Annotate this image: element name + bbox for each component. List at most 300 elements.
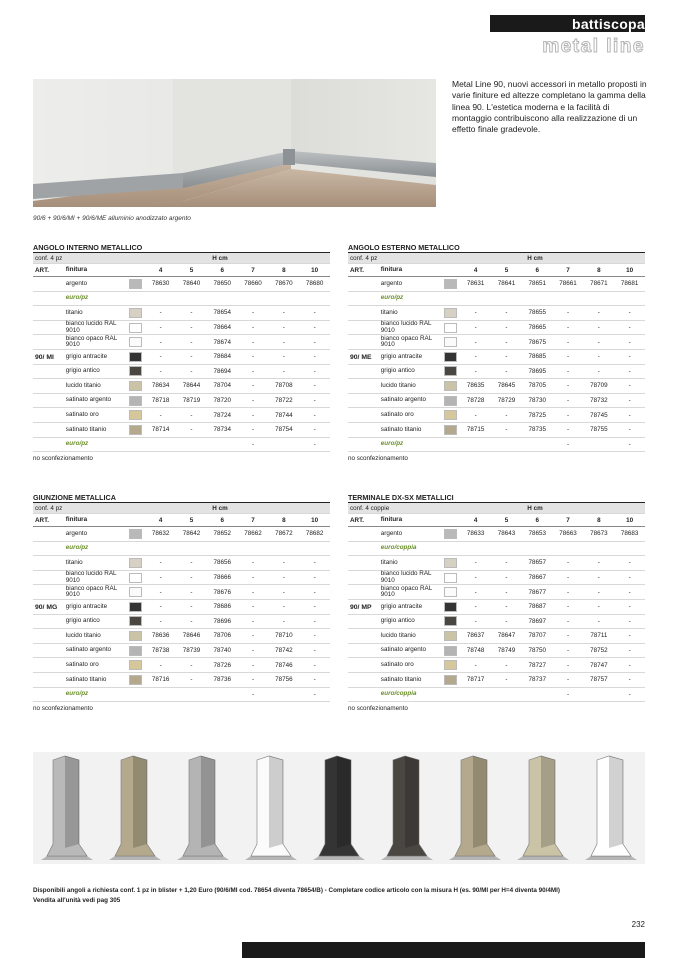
finish-label: bianco lucido RAL 9010 (65, 570, 117, 584)
code-cell: 78737 (528, 676, 546, 684)
col-height: 4 (158, 516, 163, 524)
code-cell: - (251, 367, 255, 375)
table-row (33, 277, 330, 292)
finish-label: argento (380, 279, 403, 287)
finish-label: grigio antracite (65, 602, 108, 610)
code-cell: 78674 (213, 338, 231, 346)
code-cell: 78727 (528, 661, 546, 669)
code-cell: 78750 (528, 647, 546, 655)
code-cell: 78749 (497, 647, 516, 655)
finish-label: satinato argento (380, 396, 426, 404)
code-cell: - (282, 559, 285, 567)
color-swatch (444, 631, 457, 641)
table-row (348, 600, 645, 615)
code-cell: - (190, 603, 193, 611)
code-cell: 78729 (497, 397, 516, 405)
table-title: TERMINALE DX-SX METALLICI (348, 492, 645, 503)
code-cell: - (190, 426, 193, 434)
finish-label: lucido titanio (380, 381, 416, 389)
code-cell: 78710 (275, 632, 293, 640)
color-swatch (129, 308, 142, 318)
col-art: ART. (35, 516, 49, 524)
code-cell: 78755 (590, 426, 608, 434)
code-cell: - (190, 617, 193, 625)
code-cell: 78654 (213, 309, 231, 317)
finish-label: satinato argento (380, 646, 426, 654)
code-cell: - (313, 647, 316, 655)
code-cell: - (313, 574, 316, 582)
code-cell: 78715 (466, 426, 485, 434)
code-cell: - (505, 426, 508, 434)
table-row (33, 644, 330, 659)
color-swatch (129, 675, 142, 685)
code-cell: - (628, 440, 631, 448)
code-cell: - (313, 676, 316, 684)
table-row (33, 629, 330, 644)
color-swatch (444, 337, 457, 347)
col-height: 6 (535, 266, 539, 274)
finish-label: euro/pz (65, 544, 89, 552)
table-row (33, 658, 330, 673)
color-swatch (444, 381, 457, 391)
table-row (348, 379, 645, 394)
code-cell: 78664 (213, 324, 231, 332)
code-cell: 78683 (620, 530, 639, 538)
table-row (33, 673, 330, 688)
code-cell: - (159, 588, 162, 596)
height-header: H cm (212, 504, 228, 512)
code-cell: - (474, 617, 477, 625)
code-cell: 78655 (528, 309, 546, 317)
code-cell: - (251, 324, 255, 332)
table-row (33, 527, 330, 542)
code-cell: - (159, 603, 162, 611)
finish-label: grigio antico (65, 367, 100, 375)
finish-label: satinato oro (380, 661, 414, 669)
color-swatch (444, 410, 457, 420)
code-cell: - (313, 426, 316, 434)
code-cell: - (251, 397, 255, 405)
code-cell: - (566, 324, 570, 332)
product-corner-piece (33, 752, 101, 864)
code-cell: - (597, 588, 600, 596)
finish-label: lucido titanio (380, 631, 416, 639)
code-cell: 78636 (151, 632, 170, 640)
code-cell: - (505, 353, 508, 361)
color-swatch (444, 308, 457, 318)
code-cell: 78651 (528, 280, 546, 288)
table-row (33, 542, 330, 557)
table-note: no sconfezionamento (348, 455, 408, 463)
code-cell: - (159, 309, 162, 317)
code-cell: 78697 (528, 617, 546, 625)
code-cell: 78633 (466, 530, 485, 538)
code-cell: 78672 (275, 530, 293, 538)
code-cell: - (628, 588, 631, 596)
code-cell: - (566, 382, 570, 390)
table-row (348, 350, 645, 365)
code-cell: 78646 (182, 632, 201, 640)
code-cell: 78630 (151, 280, 170, 288)
table-row (348, 277, 645, 292)
code-cell: 78754 (275, 426, 293, 434)
code-cell: - (474, 324, 477, 332)
col-art: ART. (350, 516, 364, 524)
code-cell: 78671 (590, 280, 608, 288)
finish-label: satinato oro (65, 661, 99, 669)
page-subtitle: metal line (542, 36, 645, 57)
code-cell: 78684 (213, 353, 231, 361)
table-row (33, 585, 330, 600)
code-cell: - (566, 440, 570, 448)
product-table (348, 242, 645, 464)
col-height: 7 (566, 516, 570, 524)
code-cell: - (313, 661, 316, 669)
code-cell: - (251, 690, 255, 698)
code-cell: - (628, 367, 631, 375)
footer-line-2: Vendita all'unità vedi pag 305 (33, 896, 121, 904)
code-cell: 78695 (528, 367, 546, 375)
code-cell: 78752 (590, 647, 608, 655)
code-cell: - (313, 632, 316, 640)
code-cell: 78643 (497, 530, 516, 538)
height-header: H cm (527, 504, 543, 512)
code-cell: 78728 (466, 397, 485, 405)
color-swatch (444, 323, 457, 333)
code-cell: - (597, 603, 600, 611)
finish-label: satinato titanio (65, 675, 107, 683)
color-swatch (444, 573, 457, 583)
table-row (348, 292, 645, 307)
code-cell: - (282, 588, 285, 596)
col-height: 8 (282, 266, 286, 274)
code-cell: 78736 (213, 676, 231, 684)
finish-label: titanio (65, 558, 83, 566)
col-height: 8 (597, 516, 601, 524)
color-swatch (129, 587, 142, 597)
code-cell: - (251, 647, 255, 655)
code-cell: 78631 (466, 280, 485, 288)
color-swatch (129, 646, 142, 656)
code-cell: - (474, 588, 477, 596)
footer-note (33, 886, 560, 905)
code-cell: - (159, 559, 162, 567)
code-cell: - (628, 309, 631, 317)
code-cell: - (566, 426, 570, 434)
code-cell: - (628, 647, 631, 655)
code-cell: - (474, 574, 477, 582)
photo-caption: 90/6 + 90/6/MI + 90/6/ME alluminio anodizzato argento (33, 215, 191, 222)
code-cell: - (251, 617, 255, 625)
finish-label: satinato titanio (65, 425, 107, 433)
code-cell: - (190, 661, 193, 669)
code-cell: - (566, 338, 570, 346)
code-cell: - (628, 661, 631, 669)
color-swatch (444, 425, 457, 435)
code-cell: - (474, 411, 477, 419)
finish-label: titanio (380, 558, 398, 566)
code-cell: 78635 (466, 382, 485, 390)
code-cell: 78642 (182, 530, 201, 538)
conf-label: conf. 4 pz (35, 504, 63, 512)
table-row (33, 556, 330, 571)
code-cell: 78757 (590, 676, 608, 684)
code-cell: 78719 (182, 397, 201, 405)
code-cell: - (628, 574, 631, 582)
color-swatch (129, 558, 142, 568)
code-cell: - (251, 426, 255, 434)
code-cell: - (251, 309, 255, 317)
code-cell: - (313, 353, 316, 361)
code-cell: - (505, 588, 508, 596)
code-cell: - (628, 559, 631, 567)
code-cell: - (597, 574, 600, 582)
finish-label: bianco opaco RAL 9010 (65, 334, 118, 349)
table-row (348, 673, 645, 688)
code-cell: - (313, 440, 316, 448)
code-cell: - (190, 324, 193, 332)
code-cell: 78667 (528, 574, 546, 582)
color-swatch (129, 631, 142, 641)
code-cell: 78746 (275, 661, 293, 669)
finish-label: grigio antracite (380, 602, 423, 610)
code-cell: 78747 (590, 661, 608, 669)
finish-label: euro/coppia (380, 544, 417, 552)
color-swatch (444, 352, 457, 362)
col-finitura: finitura (65, 265, 88, 273)
code-cell: - (190, 367, 193, 375)
product-photo (33, 79, 436, 207)
color-swatch (444, 587, 457, 597)
code-cell: - (628, 324, 631, 332)
code-cell: 78726 (213, 661, 231, 669)
product-corner-piece (373, 752, 441, 864)
finish-label: euro/pz (380, 294, 404, 302)
code-cell: 78742 (275, 647, 293, 655)
page-title: battiscopa (571, 16, 645, 32)
finish-label: euro/pz (65, 690, 89, 698)
page-number: 232 (631, 920, 645, 929)
col-height: 6 (220, 266, 224, 274)
color-swatch (444, 396, 457, 406)
code-cell: - (628, 617, 631, 625)
finish-label: satinato argento (65, 646, 111, 654)
code-cell: - (597, 309, 600, 317)
code-cell: 78681 (620, 280, 639, 288)
code-cell: 78632 (151, 530, 170, 538)
color-swatch (444, 675, 457, 685)
code-cell: - (474, 367, 477, 375)
table-row (33, 571, 330, 586)
table-row (348, 306, 645, 321)
code-cell: 78653 (528, 530, 546, 538)
code-cell: 78685 (528, 353, 546, 361)
code-cell: 78714 (151, 426, 170, 434)
code-cell: 78665 (528, 324, 546, 332)
code-cell: 78744 (275, 411, 293, 419)
product-corner-piece (577, 752, 645, 864)
code-cell: - (313, 324, 316, 332)
code-cell: - (505, 676, 508, 684)
product-gallery (33, 752, 645, 864)
col-height: 5 (504, 266, 509, 274)
code-cell: - (313, 588, 316, 596)
code-cell: - (251, 338, 255, 346)
column-header-row (348, 264, 645, 277)
code-cell: - (313, 338, 316, 346)
table-row (348, 688, 645, 703)
table-note: no sconfezionamento (348, 705, 408, 713)
code-cell: 78637 (466, 632, 485, 640)
col-height: 10 (311, 516, 319, 524)
table-row (33, 321, 330, 336)
col-height: 4 (473, 266, 478, 274)
code-cell: 78725 (528, 411, 546, 419)
code-cell: - (159, 367, 162, 375)
code-cell: - (159, 661, 162, 669)
code-cell: - (566, 367, 570, 375)
code-cell: - (505, 603, 508, 611)
code-cell: 78682 (305, 530, 324, 538)
code-cell: - (251, 661, 255, 669)
col-height: 10 (311, 266, 319, 274)
code-cell: 78735 (528, 426, 546, 434)
code-cell: 78708 (275, 382, 293, 390)
code-cell: 78745 (590, 411, 608, 419)
code-cell: - (628, 426, 631, 434)
code-cell: 78711 (590, 632, 608, 640)
code-cell: - (159, 324, 162, 332)
table-row (33, 379, 330, 394)
code-cell: 78730 (528, 397, 546, 405)
col-height: 4 (473, 516, 478, 524)
table-row (33, 688, 330, 703)
code-cell: - (282, 309, 285, 317)
color-swatch (444, 660, 457, 670)
table-row (348, 527, 645, 542)
code-cell: - (505, 574, 508, 582)
col-height: 4 (158, 266, 163, 274)
conf-row (33, 503, 330, 514)
code-cell: - (251, 411, 255, 419)
col-height: 10 (626, 266, 634, 274)
code-cell: 78660 (244, 280, 262, 288)
article-code: 90/ ME (350, 354, 372, 361)
table-row (33, 438, 330, 453)
code-cell: - (282, 338, 285, 346)
table-row (33, 306, 330, 321)
article-code: 90/ MP (350, 604, 372, 611)
table-row (348, 335, 645, 350)
code-cell: - (313, 411, 316, 419)
code-cell: 78656 (213, 559, 231, 567)
code-cell: - (566, 397, 570, 405)
code-cell: - (597, 367, 600, 375)
finish-label: titanio (380, 308, 398, 316)
code-cell: - (628, 690, 631, 698)
table-row (348, 408, 645, 423)
code-cell: 78706 (213, 632, 231, 640)
col-height: 5 (189, 266, 194, 274)
finish-label: grigio antracite (65, 352, 108, 360)
product-corner-piece (441, 752, 509, 864)
code-cell: - (190, 338, 193, 346)
conf-row (348, 253, 645, 264)
code-cell: - (566, 603, 570, 611)
code-cell: - (566, 574, 570, 582)
code-cell: - (474, 559, 477, 567)
code-cell: - (313, 309, 316, 317)
code-cell: - (190, 353, 193, 361)
code-cell: - (505, 617, 508, 625)
color-swatch (129, 573, 142, 583)
code-cell: - (505, 559, 508, 567)
finish-label: bianco lucido RAL 9010 (65, 320, 117, 334)
code-cell: 78680 (305, 280, 324, 288)
color-swatch (129, 323, 142, 333)
finish-label: euro/coppia (380, 690, 417, 698)
finish-label: argento (380, 529, 403, 537)
code-cell: 78650 (213, 280, 231, 288)
code-cell: - (190, 574, 193, 582)
table-row (348, 423, 645, 438)
code-cell: - (566, 690, 570, 698)
code-cell: 78756 (275, 676, 293, 684)
code-cell: 78739 (182, 647, 201, 655)
product-corner-piece (101, 752, 169, 864)
code-cell: - (566, 309, 570, 317)
code-cell: - (282, 603, 285, 611)
code-cell: 78722 (275, 397, 293, 405)
code-cell: - (190, 559, 193, 567)
finish-label: satinato titanio (380, 425, 422, 433)
code-cell: 78718 (151, 397, 170, 405)
table-row (348, 658, 645, 673)
code-cell: - (251, 440, 255, 448)
code-cell: 78634 (151, 382, 170, 390)
code-cell: 78734 (213, 426, 231, 434)
col-art: ART. (35, 266, 49, 274)
color-swatch (444, 279, 457, 289)
finish-label: satinato oro (380, 411, 414, 419)
finish-label: bianco opaco RAL 9010 (380, 334, 433, 349)
col-height: 6 (220, 516, 224, 524)
table-row (33, 408, 330, 423)
code-cell: - (282, 353, 285, 361)
col-height: 5 (189, 516, 194, 524)
finish-label: bianco opaco RAL 9010 (65, 584, 118, 599)
color-swatch (129, 337, 142, 347)
code-cell: 78709 (590, 382, 608, 390)
col-height: 8 (282, 516, 286, 524)
code-cell: - (313, 617, 316, 625)
code-cell: - (566, 588, 570, 596)
code-cell: - (505, 309, 508, 317)
table-row (33, 292, 330, 307)
table-row (33, 600, 330, 615)
finish-label: euro/pz (65, 294, 89, 302)
table-row (348, 571, 645, 586)
code-cell: 78724 (213, 411, 231, 419)
product-corner-piece (169, 752, 237, 864)
code-cell: - (251, 574, 255, 582)
code-cell: - (282, 324, 285, 332)
col-height: 8 (597, 266, 601, 274)
code-cell: - (566, 353, 570, 361)
finish-label: grigio antico (380, 617, 415, 625)
conf-label: conf. 4 pz (350, 254, 378, 262)
table-row (348, 542, 645, 557)
